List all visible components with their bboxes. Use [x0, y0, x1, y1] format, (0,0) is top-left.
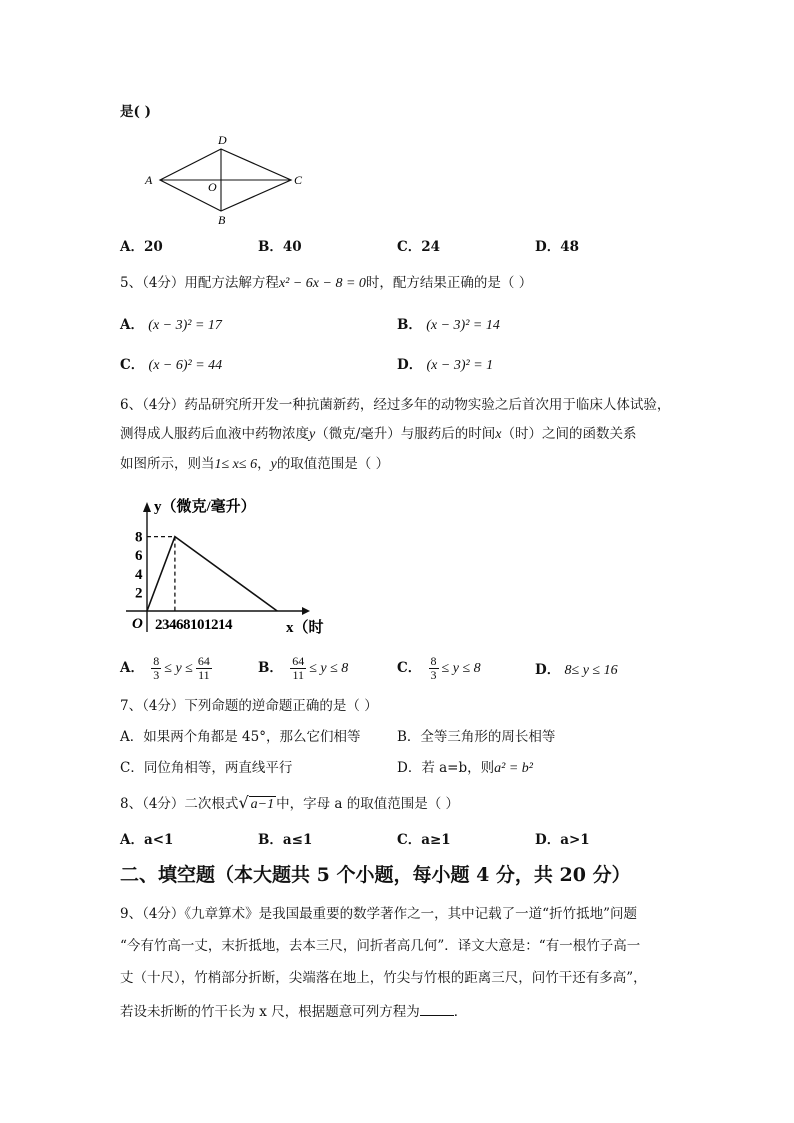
q7-option-b: B．全等三角形的周长相等 [397, 729, 556, 745]
q9-line-3: 丈（十尺），竹梢部分折断，尖端落在地上，竹尖与竹根的距离三尺，问竹干还有多高”， [120, 970, 647, 986]
q6-option-d: D． 8≤ y ≤ 16 [535, 662, 618, 678]
q9-line-2: “今有竹高一丈，末折抵地，去本三尺，问折者高几何”．译文大意是：“有一根竹子高一 [120, 938, 641, 954]
label-C: C [294, 173, 303, 187]
x-axis-label: x（时 [286, 620, 324, 636]
q8-option-b: B．a≤1 [258, 832, 313, 848]
q8-option-d: D．a>1 [535, 832, 590, 848]
q5-stem: 5、（4分）用配方法解方程x² − 6x − 8 = 0时，配方结果正确的是（ ） [120, 275, 533, 291]
q8-option-a: A．a<1 [120, 832, 174, 848]
q4-option-d: D．48 [535, 239, 579, 255]
q6-line-3: 如图所示，则当1≤ x≤ 6，y的取值范围是（ ） [120, 456, 390, 472]
y-tick-label: 6 [135, 548, 143, 565]
y-tick-label: 2 [135, 585, 143, 602]
y-axis-arrow [143, 502, 151, 512]
q7-option-c: C．同位角相等，两直线平行 [120, 760, 293, 776]
x-axis-arrow [302, 607, 310, 615]
q9-line-1: 9、（4分）《九章算术》是我国最重要的数学著作之一，其中记载了一道“折竹抵地”问题 [120, 906, 637, 922]
concentration-series-line [147, 537, 277, 611]
q7-stem: 7、（4分）下列命题的逆命题正确的是（ ） [120, 698, 378, 714]
q5-option-b: B． (x − 3)² = 14 [397, 317, 500, 333]
q4-option-b: B．40 [258, 239, 302, 255]
q8-option-c: C．a≥1 [397, 832, 451, 848]
q7-option-a: A．如果两个角都是 45°，那么它们相等 [120, 729, 361, 745]
label-B: B [218, 213, 226, 227]
q6-line-2: 测得成人服药后血液中药物浓度y（微克/毫升）与服药后的时间x（时）之间的函数关系 [120, 426, 637, 442]
q8-radicand: a−1 [250, 797, 275, 812]
q5-option-d: D． (x − 3)² = 1 [397, 357, 494, 373]
y-axis-label: y（微克/毫升） [154, 499, 256, 515]
label-A: A [145, 173, 153, 187]
q5-option-a: A． (x − 3)² = 17 [120, 317, 222, 333]
q5-equation: x² − 6x − 8 = 0 [278, 276, 366, 291]
q9-line-4: 若设未折断的竹干长为 x 尺，根据题意可列方程为 ． [120, 1001, 467, 1021]
q4-option-c: C．24 [397, 239, 441, 255]
q6-option-c: C． $\frac{8}{3}$ ≤ y ≤ 8 [397, 654, 481, 682]
y-tick-label: 4 [135, 566, 143, 583]
q6-line-1: 6、（4分）药品研究所开发一种抗菌新药，经过多年的动物实验之后首次用于临床人体试验， [120, 397, 671, 413]
rhombus-figure [140, 132, 310, 227]
y-tick-label: 8 [135, 529, 143, 546]
answer-blank [420, 1001, 454, 1016]
origin-label: O [132, 616, 143, 632]
q6-option-a: A． $\frac{8}{3}$ ≤ y ≤ $\frac{64}{11}$ [120, 654, 210, 682]
q4-option-a: A．20 [120, 239, 163, 255]
section-2-title: 二、填空题（本大题共 5 个小题，每小题 4 分，共 20 分） [120, 864, 631, 886]
label-D: D [218, 133, 227, 147]
label-O: O [208, 180, 217, 194]
x-tick-labels: 23468101214 [155, 617, 232, 633]
q5-option-c: C． (x − 6)² = 44 [120, 357, 223, 373]
q7-option-d: D．若 a=b，则a² = b² [397, 760, 533, 776]
concentration-chart [118, 492, 338, 642]
q6-option-b: B． $\frac{64}{11}$ ≤ y ≤ 8 [258, 654, 349, 682]
q4-tail: 是( ) [120, 104, 151, 120]
q8-stem: 8、（4分）二次根式√ a−1 中，字母 a 的取值范围是（ ） [120, 793, 460, 812]
